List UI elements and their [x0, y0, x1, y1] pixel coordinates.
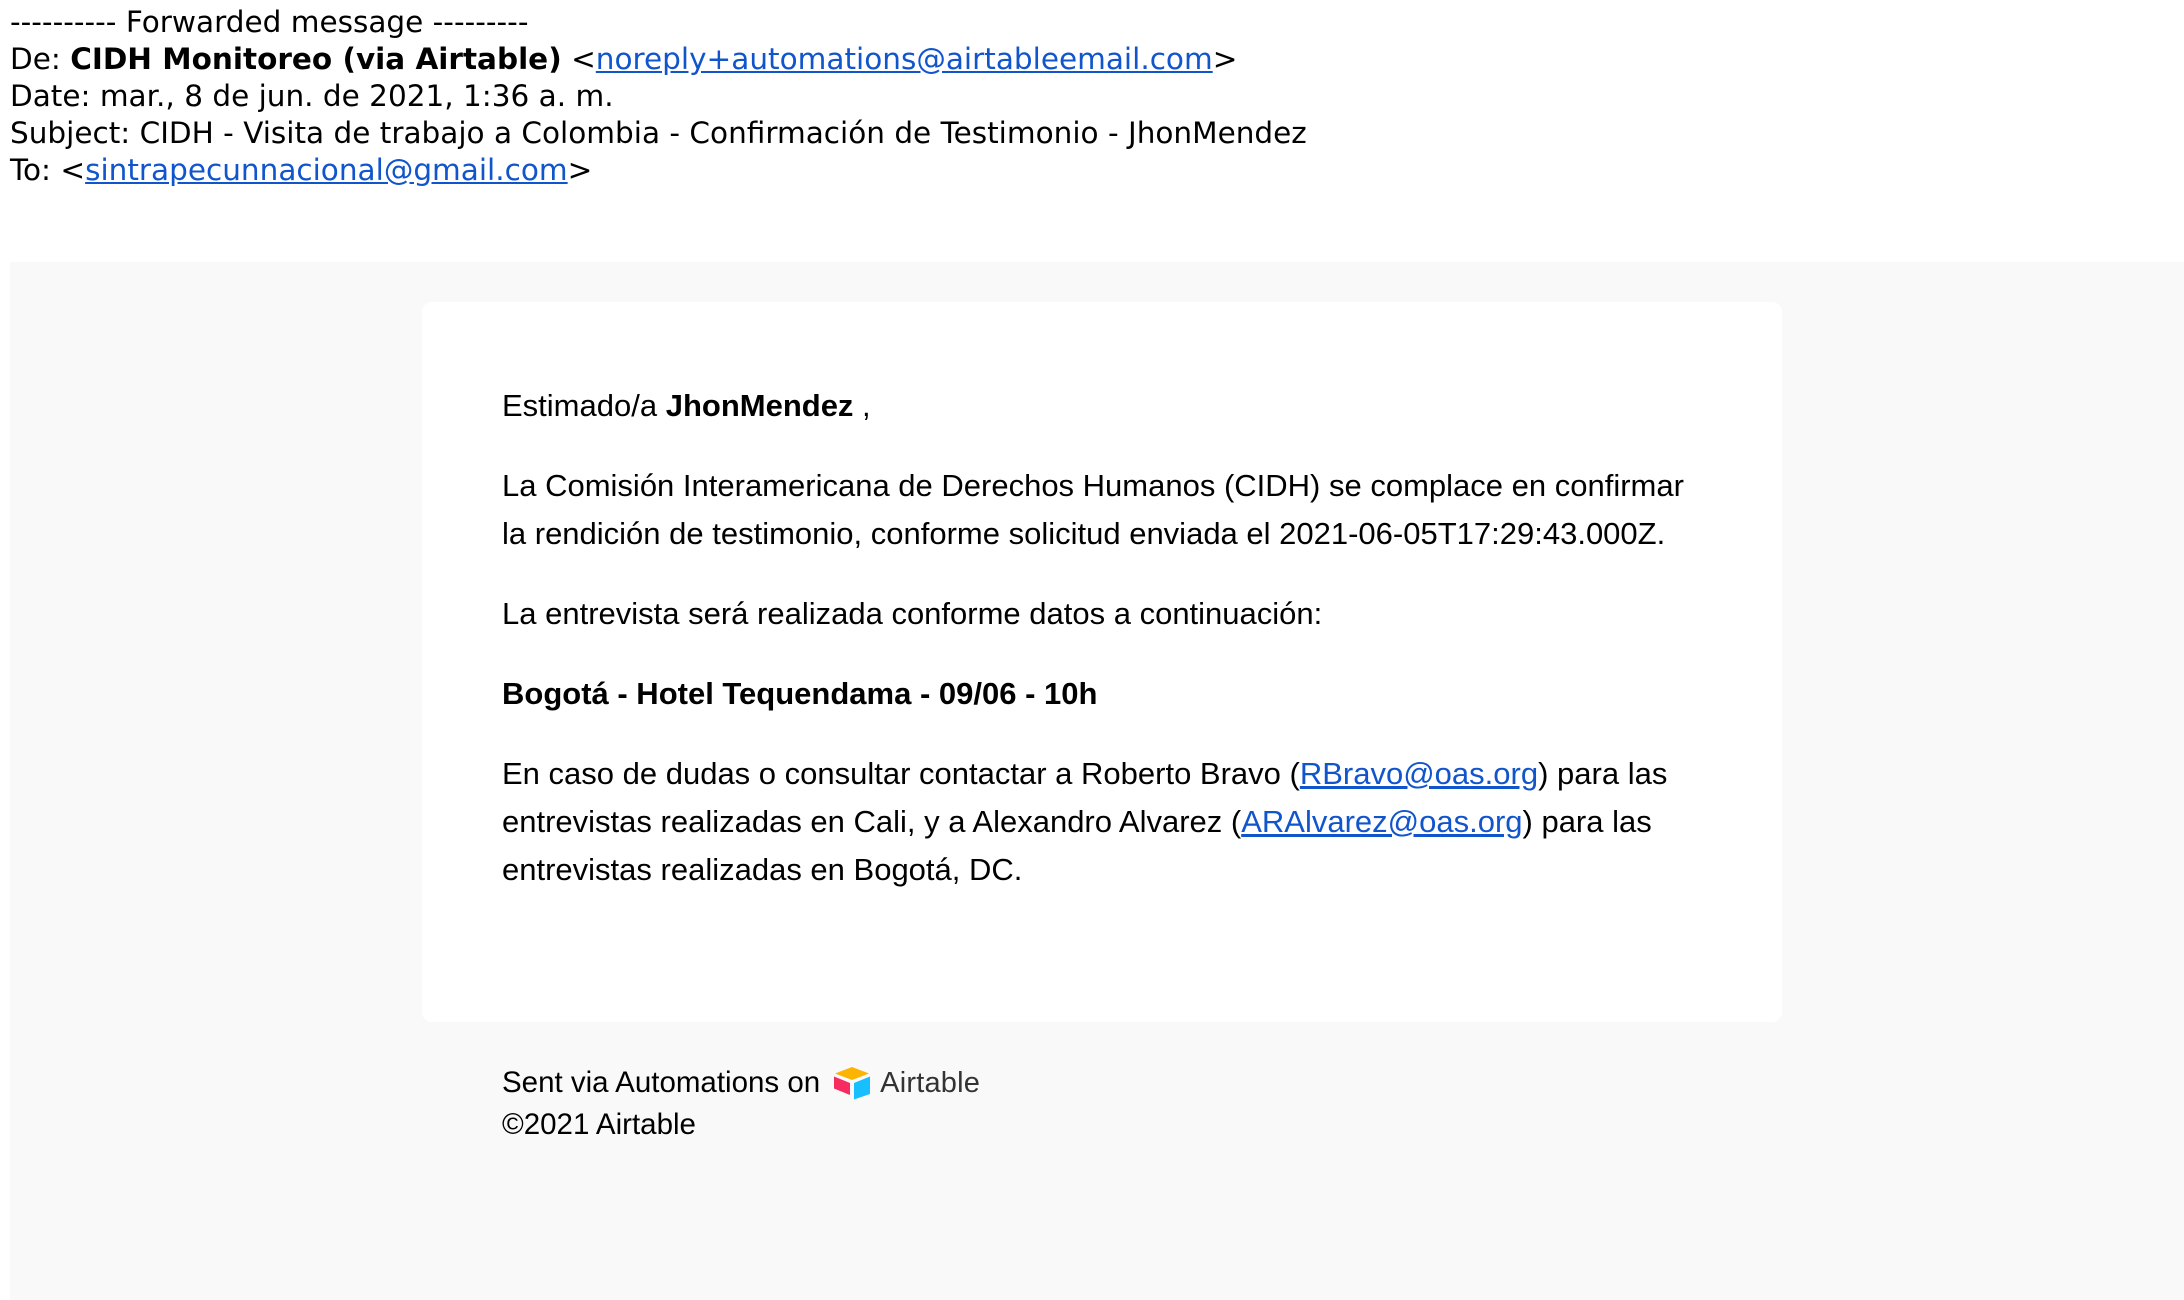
greeting [502, 382, 1712, 430]
sent-via-row [502, 1062, 980, 1104]
sent-via-text: Sent via Automations on [502, 1066, 821, 1099]
appointment-text: Bogotá - Hotel Tequendama - 09/06 - 10h [502, 676, 1098, 711]
email-canvas [10, 262, 2184, 1300]
date-line: Date: mar., 8 de jun. de 2021, 1:36 a. m. [10, 79, 614, 113]
airtable-logo-icon [832, 1066, 872, 1100]
from-label: De: [10, 42, 71, 76]
to-label: To: [10, 153, 61, 187]
contact-paragraph [502, 750, 1712, 894]
interview-intro-paragraph: La entrevista será realizada conforme datos a continuación: [502, 596, 1323, 631]
contact-text-2: ) para las entrevistas realizadas en Cali, y a Alexandro Alvarez ( [502, 756, 1668, 839]
appointment-details [502, 670, 1712, 718]
to-line: To: <sintrapecunnacional@gmail.com> [10, 153, 593, 187]
airtable-logo[interactable] [832, 1062, 980, 1104]
contact-text-3: ) para las entrevistas realizadas en Bogotá, DC. [502, 804, 1652, 887]
airtable-logo-text: Airtable [880, 1067, 981, 1099]
recipient-name: JhonMendez [665, 388, 854, 423]
contact-email-rbravo-link[interactable]: RBravo@oas.org [1299, 756, 1539, 791]
forwarded-separator: ---------- Forwarded message --------- [10, 5, 529, 39]
confirmation-paragraph: La Comisión Interamericana de Derechos Humanos (CIDH) se complace en confirmar la rendición de testimonio, conforme solicitud enviada el 2021-06-05T17:29:43.000Z. [502, 468, 1684, 551]
contact-email-aralvarez-link[interactable]: ARAlvarez@oas.org [1241, 804, 1523, 839]
greeting-prefix: Estimado/a [502, 388, 666, 423]
to-email-link[interactable]: sintrapecunnacional@gmail.com [85, 153, 568, 187]
from-name: CIDH Monitoreo (via Airtable) [70, 42, 562, 76]
greeting-suffix: , [853, 388, 871, 423]
email-footer [502, 1062, 980, 1146]
copyright-text: ©2021 Airtable [502, 1108, 696, 1141]
message-body [502, 382, 1712, 926]
subject-line: Subject: CIDH - Visita de trabajo a Colombia - Confirmación de Testimonio - JhonMendez [10, 116, 1307, 150]
forwarded-message-header [10, 4, 1307, 189]
from-email-link[interactable]: noreply+automations@airtableemail.com [595, 42, 1213, 76]
from-line: De: CIDH Monitoreo (via Airtable) <noreply+automations@airtableemail.com> [10, 42, 1238, 76]
message-card [422, 302, 1782, 1022]
contact-text-1: En caso de dudas o consultar contactar a Roberto Bravo ( [502, 756, 1300, 791]
